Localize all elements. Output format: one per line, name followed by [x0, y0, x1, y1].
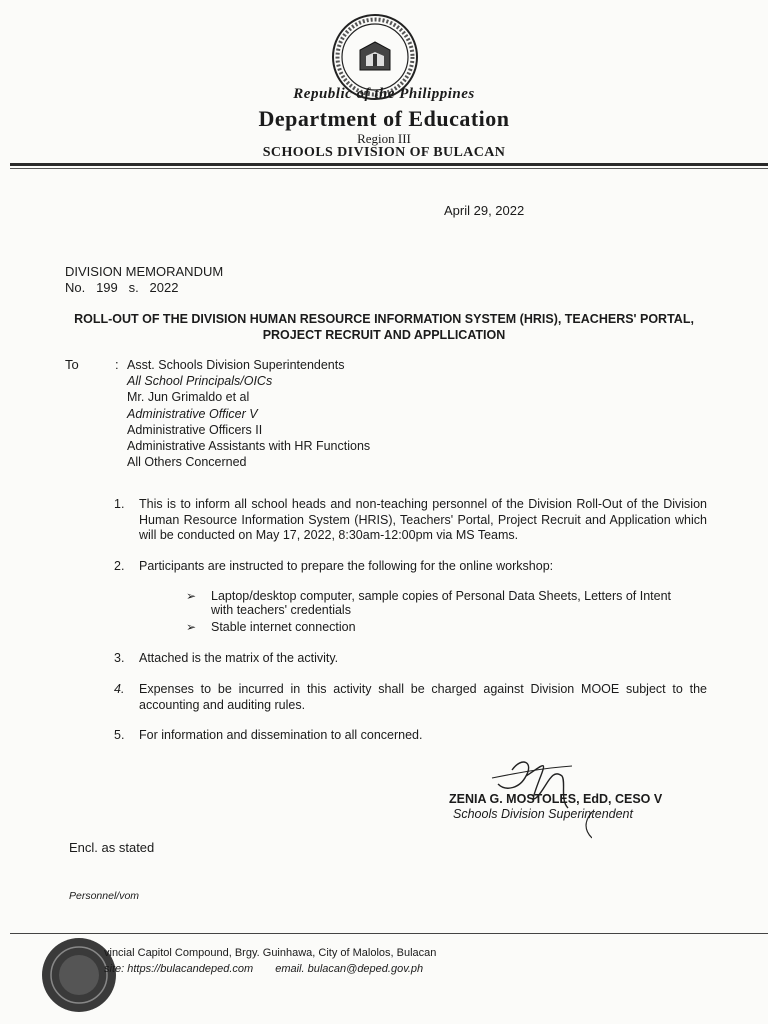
memo-date: April 29, 2022	[444, 203, 525, 218]
recipient-list	[127, 357, 370, 470]
recipient-item: All Others Concerned	[127, 455, 247, 470]
item-number: 4.	[114, 682, 125, 696]
recipient-item: Administrative Officer V	[127, 406, 258, 421]
enclosure-note: Encl. as stated	[69, 840, 155, 855]
item-number: 1.	[114, 497, 125, 511]
item-text: Participants are instructed to prepare the following for the online workshop:	[139, 559, 554, 573]
bullet-item: Laptop/desktop computer, sample copies of Personal Data Sheets, Letters of Intent with teachers' credentials	[211, 589, 671, 617]
footer-contacts	[104, 963, 423, 975]
republic-line: Republic of the Philippines	[293, 86, 475, 102]
division-line: SCHOOLS DIVISION OF BULACAN	[262, 145, 506, 160]
region-line: Region III	[357, 131, 411, 146]
item-number: 2.	[114, 559, 125, 573]
reference-initials: Personnel/vom	[69, 890, 140, 902]
subject-line-1: ROLL-OUT OF THE DIVISION HUMAN RESOURCE INFORMATION SYSTEM (HRIS), TEACHERS' PORTAL,	[74, 312, 694, 326]
item-number: 5.	[114, 728, 125, 742]
footer-rule	[10, 933, 768, 934]
subject-line-2: PROJECT RECRUIT AND APPLLICATION	[262, 328, 506, 342]
recipient-item: Administrative Officers II	[127, 422, 263, 437]
signatory-title: Schools Division Superintendent	[453, 807, 633, 821]
footer-email[interactable]: email. bulacan@deped.gov.ph	[275, 963, 424, 975]
to-label: To	[65, 357, 79, 372]
recipient-item: Administrative Assistants with HR Functions	[127, 439, 371, 454]
bullet-item: Stable internet connection	[211, 620, 356, 634]
footer-address: vincial Capitol Compound, Brgy. Guinhawa, City of Malolos, Bulacan	[104, 947, 437, 959]
to-colon: :	[115, 357, 119, 372]
arrow-bullet-icon: ➢	[186, 620, 197, 634]
memo-number: No. 199 s. 2022	[65, 280, 179, 295]
item-text: For information and dissemination to all concerned.	[139, 728, 423, 742]
item-number: 3.	[114, 651, 125, 665]
arrow-bullet-icon: ➢	[186, 589, 197, 603]
recipient-item: Asst. Schools Division Superintendents	[127, 358, 345, 372]
footer-website[interactable]: site: https://bulacandeped.com	[104, 963, 254, 975]
memo-heading: DIVISION MEMORANDUM	[65, 264, 224, 279]
recipient-item: Mr. Jun Grimaldo et al	[127, 390, 250, 405]
memo-subject	[60, 311, 708, 343]
item-text: Attached is the matrix of the activity.	[139, 651, 339, 665]
item-text: Expenses to be incurred in this activity shall be charged against Division MOOE subject to the accounting and auditing rules.	[139, 682, 707, 712]
signatory-name: ZENIA G. MOSTOLES, EdD, CESO V	[449, 792, 663, 806]
department-title: Department of Education	[258, 106, 510, 131]
header-rule	[10, 163, 768, 166]
item-text: This is to inform all school heads and non-teaching personnel of the Division Roll-Out of the Division Human Resource Information System (HRIS), Teachers' Portal, Project Recruit and Application which will be conducted on May 17, 2022, 8:30am-12:00pm via MS Teams.	[139, 497, 707, 542]
header-rule-thin	[10, 168, 768, 169]
recipient-item: All School Principals/OICs	[127, 374, 273, 389]
